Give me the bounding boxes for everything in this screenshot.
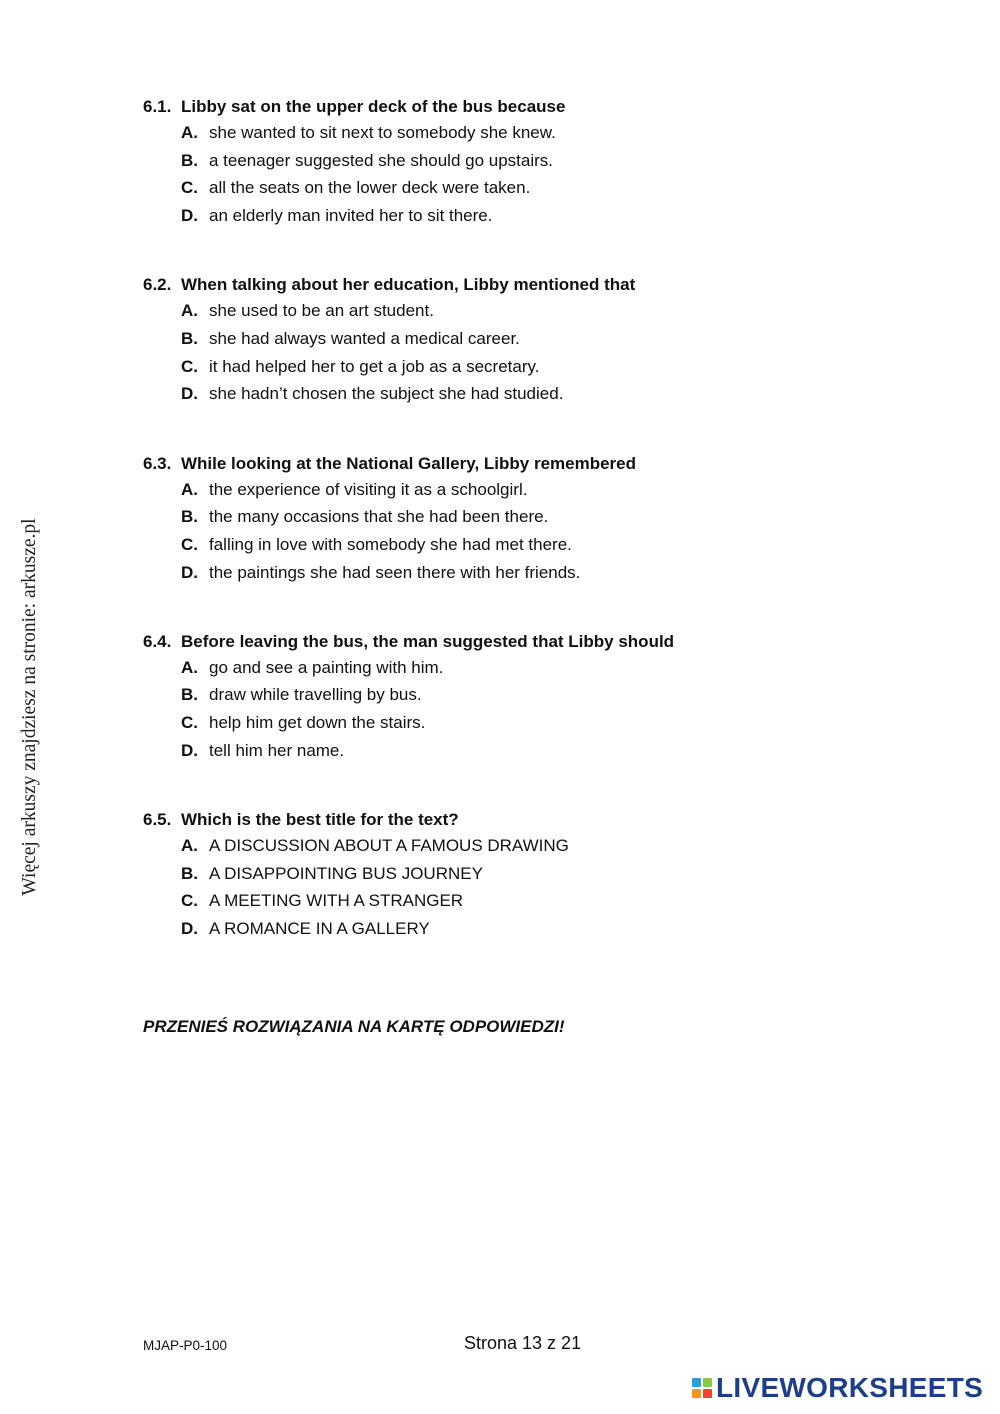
answer-option <box>143 559 943 587</box>
option-letter: D. <box>181 562 198 582</box>
question-number: 6.5. <box>143 810 172 829</box>
question-6-4 <box>143 629 943 765</box>
option-letter: A. <box>181 301 198 321</box>
question-number: 6.4. <box>143 631 172 651</box>
option-text: help him get down the stairs. <box>209 713 426 733</box>
question-number: 6.3. <box>143 453 172 473</box>
option-letter: C. <box>181 178 198 198</box>
answer-option <box>143 297 943 325</box>
side-watermark: Więcej arkuszy znajdziesz na stronie: arkusze.pl <box>19 518 40 896</box>
question-text: While looking at the National Gallery, Libby remembered <box>181 453 636 473</box>
answer-option <box>143 832 943 860</box>
answer-option <box>143 147 943 175</box>
option-letter: B. <box>181 150 198 170</box>
liveworksheets-brand[interactable] <box>692 1372 983 1404</box>
answer-option <box>143 476 943 504</box>
option-text: falling in love with somebody she had met there. <box>209 534 572 554</box>
option-letter: B. <box>181 685 198 705</box>
transfer-answers-note: PRZENIEŚ ROZWIĄZANIA NA KARTĘ ODPOWIEDZI! <box>143 1017 565 1036</box>
question-text: Libby sat on the upper deck of the bus because <box>181 97 566 116</box>
answer-option <box>143 202 943 230</box>
option-letter: C. <box>181 356 198 376</box>
option-letter: B. <box>181 328 198 348</box>
option-letter: C. <box>181 713 198 733</box>
answer-option <box>143 860 943 888</box>
option-text: a teenager suggested she should go upstairs. <box>209 150 554 170</box>
question-heading <box>143 807 943 832</box>
answer-option <box>143 174 943 202</box>
answer-option <box>143 737 943 765</box>
brand-name: LIVEWORKSHEETS <box>716 1372 984 1403</box>
option-letter: C. <box>181 891 198 911</box>
option-letter: A. <box>181 479 198 499</box>
option-letter: D. <box>181 919 198 939</box>
liveworksheets-logo-icon <box>692 1378 712 1398</box>
option-text: the many occasions that she had been there. <box>209 507 549 527</box>
answer-option <box>143 119 943 147</box>
question-number: 6.2. <box>143 275 172 295</box>
answer-option <box>143 681 943 709</box>
question-text: When talking about her education, Libby mentioned that <box>181 275 636 295</box>
answer-option <box>143 709 943 737</box>
question-text: Before leaving the bus, the man suggested that Libby should <box>181 631 675 651</box>
option-text: A MEETING WITH A STRANGER <box>209 891 464 911</box>
option-text: she wanted to sit next to somebody she knew. <box>209 123 556 142</box>
option-text: an elderly man invited her to sit there. <box>209 206 493 226</box>
question-text: Which is the best title for the text? <box>181 810 459 829</box>
page-number: Strona 13 z 21 <box>464 1333 582 1353</box>
option-letter: B. <box>181 863 198 883</box>
option-text: A DISAPPOINTING BUS JOURNEY <box>209 863 483 883</box>
option-text: she used to be an art student. <box>209 301 434 321</box>
option-text: it had helped her to get a job as a secretary. <box>209 356 540 376</box>
answer-option <box>143 915 943 943</box>
answer-option <box>143 654 943 682</box>
answer-option <box>143 353 943 381</box>
option-letter: B. <box>181 507 198 527</box>
option-letter: C. <box>181 534 198 554</box>
question-heading <box>143 451 943 476</box>
question-heading <box>143 272 943 297</box>
question-6-3 <box>143 451 943 587</box>
option-letter: D. <box>181 206 198 226</box>
option-text: A ROMANCE IN A GALLERY <box>209 919 430 939</box>
question-6-5 <box>143 807 943 943</box>
answer-option <box>143 325 943 353</box>
option-letter: A. <box>181 836 198 855</box>
option-text: she had always wanted a medical career. <box>209 328 520 348</box>
answer-option <box>143 503 943 531</box>
option-text: tell him her name. <box>209 740 345 760</box>
option-text: draw while travelling by bus. <box>209 685 422 705</box>
question-6-1 <box>143 94 943 230</box>
answer-option <box>143 531 943 559</box>
question-heading <box>143 94 943 119</box>
answer-option <box>143 887 943 915</box>
question-6-2 <box>143 272 943 408</box>
option-text: all the seats on the lower deck were taken. <box>209 178 531 198</box>
questions-list <box>143 94 943 985</box>
option-text: the paintings she had seen there with her friends. <box>209 562 581 582</box>
option-letter: A. <box>181 657 198 677</box>
option-text: go and see a painting with him. <box>209 657 444 677</box>
answer-option <box>143 380 943 408</box>
option-text: A DISCUSSION ABOUT A FAMOUS DRAWING <box>209 836 569 855</box>
option-letter: A. <box>181 123 198 142</box>
question-number: 6.1. <box>143 97 172 116</box>
option-letter: D. <box>181 384 198 404</box>
option-text: she hadn’t chosen the subject she had studied. <box>209 384 564 404</box>
exam-code: MJAP-P0-100 <box>143 1338 228 1353</box>
option-letter: D. <box>181 740 198 760</box>
option-text: the experience of visiting it as a schoolgirl. <box>209 479 528 499</box>
question-heading <box>143 629 943 654</box>
